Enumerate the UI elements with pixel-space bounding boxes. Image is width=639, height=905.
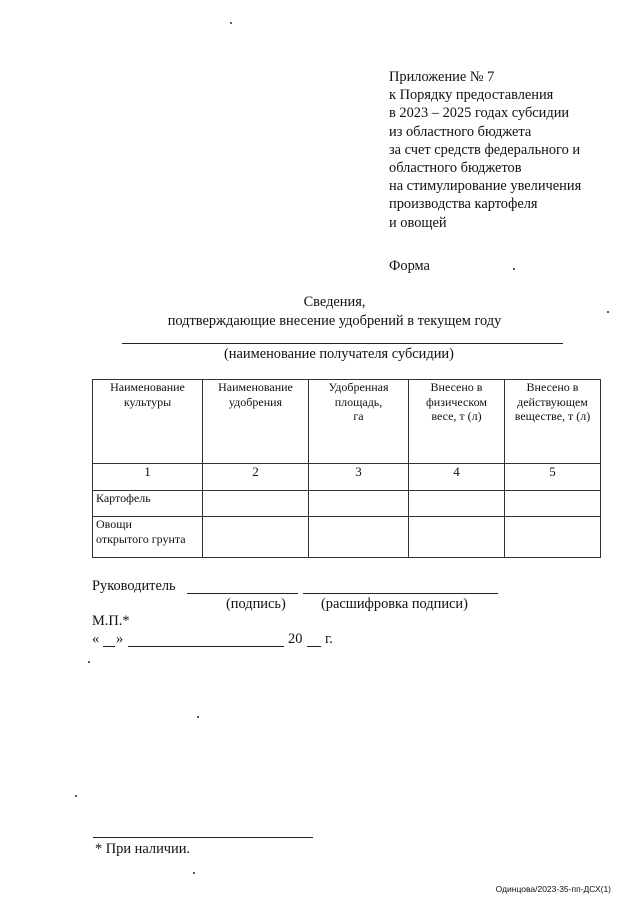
table-column-numbers-row (93, 464, 601, 491)
table-row (93, 517, 601, 558)
appendix-line: на стимулирование увеличения (389, 178, 582, 195)
date-close-quote: » (116, 631, 124, 647)
table-cell[interactable] (203, 491, 309, 517)
date-year-line[interactable] (307, 646, 321, 647)
document-subtitle: подтверждающие внесение удобрений в текущем году (167, 313, 502, 329)
column-number: 2 (203, 464, 309, 491)
document-title: Сведения, (303, 294, 366, 310)
header-cell-crop: Наименование культуры (93, 380, 203, 464)
scan-speck (193, 872, 195, 874)
column-number: 4 (409, 464, 505, 491)
row-label-vegetables: Овощи открытого грунта (93, 517, 203, 558)
scan-speck (75, 795, 77, 797)
table-cell[interactable] (309, 491, 409, 517)
form-label: Форма (389, 258, 430, 274)
appendix-block (389, 68, 581, 232)
scan-speck (607, 311, 609, 313)
header-cell-physical-weight: Внесено в физическом весе, т (л) (409, 380, 505, 464)
recipient-caption: (наименование получателя субсидии) (224, 346, 454, 362)
year-suffix: г. (325, 631, 333, 647)
appendix-line: к Порядку предоставления (389, 87, 554, 104)
column-number: 3 (309, 464, 409, 491)
row-label-potato: Картофель (93, 491, 203, 517)
table-header-row (93, 380, 601, 464)
appendix-line: и овощей (389, 214, 447, 231)
date-month-line[interactable] (128, 646, 284, 647)
signature-line[interactable] (187, 593, 298, 594)
appendix-line: из областного бюджета (389, 123, 532, 140)
signature-decode-caption: (расшифровка подписи) (321, 596, 468, 612)
fertilizer-table (92, 379, 601, 558)
scan-speck (230, 22, 232, 24)
header-cell-fertilizer: Наименование удобрения (203, 380, 309, 464)
recipient-name-line[interactable] (122, 343, 563, 344)
scan-speck (88, 661, 90, 663)
header-cell-active-substance: Внесено в действующем веществе, т (л) (505, 380, 601, 464)
table-cell[interactable] (505, 517, 601, 558)
table-cell[interactable] (309, 517, 409, 558)
date-open-quote: « (92, 631, 100, 647)
footnote: * При наличии. (95, 841, 191, 857)
appendix-line: в 2023 – 2025 годах субсидии (389, 105, 570, 122)
column-number: 1 (93, 464, 203, 491)
signature-caption: (подпись) (226, 596, 286, 612)
head-label: Руководитель (92, 578, 176, 594)
appendix-line: Приложение № 7 (389, 69, 495, 85)
appendix-line: производства картофеля (389, 196, 538, 213)
scan-speck (197, 716, 199, 718)
header-cell-area: Удобренная площадь, га (309, 380, 409, 464)
table-cell[interactable] (409, 517, 505, 558)
scan-speck (513, 268, 515, 270)
appendix-line: за счет средств федерального и (389, 141, 581, 158)
document-stamp: Одинцова/2023-35-пп-ДСХ(1) (495, 884, 611, 894)
date-day-line[interactable] (103, 646, 115, 647)
signature-decode-line[interactable] (303, 593, 498, 594)
seal-label: М.П.* (92, 613, 130, 629)
year-prefix: 20 (288, 631, 303, 647)
table-cell[interactable] (409, 491, 505, 517)
column-number: 5 (505, 464, 601, 491)
appendix-line: областного бюджетов (389, 160, 522, 177)
table-cell[interactable] (203, 517, 309, 558)
table-row (93, 491, 601, 517)
table-cell[interactable] (505, 491, 601, 517)
footnote-separator (93, 837, 313, 838)
